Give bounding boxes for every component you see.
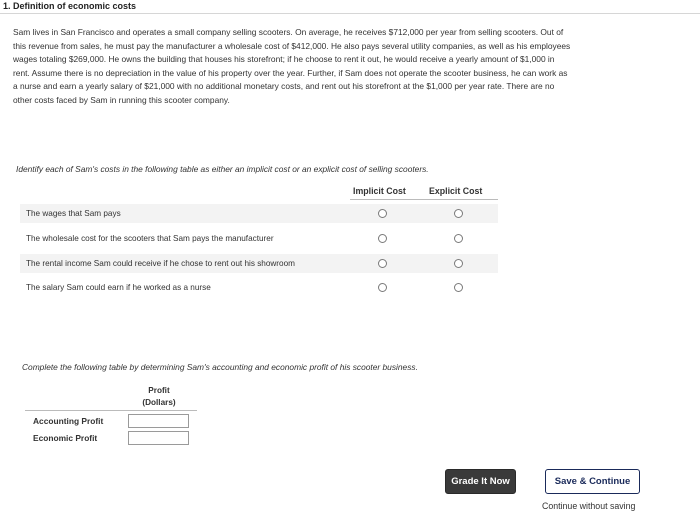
- problem-statement: [13, 26, 689, 108]
- implicit-radio-wholesale[interactable]: [378, 234, 387, 243]
- table-row: [20, 229, 498, 248]
- profit-header-unit: (Dollars): [142, 398, 176, 407]
- save-and-continue-button[interactable]: Save & Continue: [545, 469, 640, 494]
- header-divider: [350, 199, 498, 200]
- economic-profit-input[interactable]: [128, 431, 189, 445]
- cost-table-instruction: Identify each of Sam's costs in the following table as either an implicit cost or an explicit cost of selling scooters.: [16, 164, 429, 174]
- explicit-radio-salary[interactable]: [454, 283, 463, 292]
- paragraph-line: other costs faced by Sam in running this scooter company.: [13, 94, 230, 105]
- row-label: The rental income Sam could receive if he chose to rent out his showroom: [26, 259, 295, 268]
- implicit-radio-wages[interactable]: [378, 209, 387, 218]
- profit-header-divider: [25, 410, 197, 411]
- paragraph-line: Sam lives in San Francisco and operates a small company selling scooters. On average, he receives $712,000 per year from selling scooters. Out of: [13, 27, 564, 37]
- explicit-cost-header: Explicit Cost: [429, 186, 483, 196]
- implicit-radio-salary[interactable]: [378, 283, 387, 292]
- continue-without-saving-link[interactable]: Continue without saving: [542, 501, 636, 511]
- question-title: 1. Definition of economic costs: [3, 1, 137, 11]
- table-row: [20, 204, 498, 223]
- paragraph-line: wages totaling $269,000. He owns the building that houses his storefront; if he choose to rent it out, he would receive a yearly amount of $1,000 in: [13, 54, 555, 65]
- row-label: The wages that Sam pays: [26, 209, 121, 218]
- row-label: The wholesale cost for the scooters that Sam pays the manufacturer: [26, 234, 274, 243]
- paragraph-line: this revenue from sales, he must pay the manufacturer a wholesale cost of $412,000. He also pays several utility companies, as well as his employees: [13, 40, 571, 51]
- explicit-radio-rental[interactable]: [454, 259, 463, 268]
- explicit-radio-wages[interactable]: [454, 209, 463, 218]
- grade-it-now-button[interactable]: Grade It Now: [445, 469, 516, 494]
- explicit-radio-wholesale[interactable]: [454, 234, 463, 243]
- profit-table-instruction: Complete the following table by determining Sam's accounting and economic profit of his scooter business.: [22, 362, 418, 372]
- accounting-profit-input[interactable]: [128, 414, 189, 428]
- economic-profit-label: Economic Profit: [33, 433, 98, 443]
- profit-header-line: Profit: [148, 386, 170, 395]
- accounting-profit-label: Accounting Profit: [33, 416, 104, 426]
- paragraph-line: a nurse and earn a yearly salary of $21,000 with no additional monetary costs, and rent out his storefront at the $1,000 per year rate. There are no: [13, 81, 555, 92]
- paragraph-line: rent. Assume there is no depreciation in the value of his property over the year. Further, if Sam does not operate the scooter business, he can work as: [13, 67, 568, 78]
- table-row: [20, 278, 498, 297]
- table-row: [20, 254, 498, 273]
- row-label: The salary Sam could earn if he worked as a nurse: [26, 283, 211, 292]
- implicit-radio-rental[interactable]: [378, 259, 387, 268]
- implicit-cost-header: Implicit Cost: [353, 186, 406, 196]
- question-header: [0, 0, 700, 14]
- profit-column-header: [138, 385, 180, 409]
